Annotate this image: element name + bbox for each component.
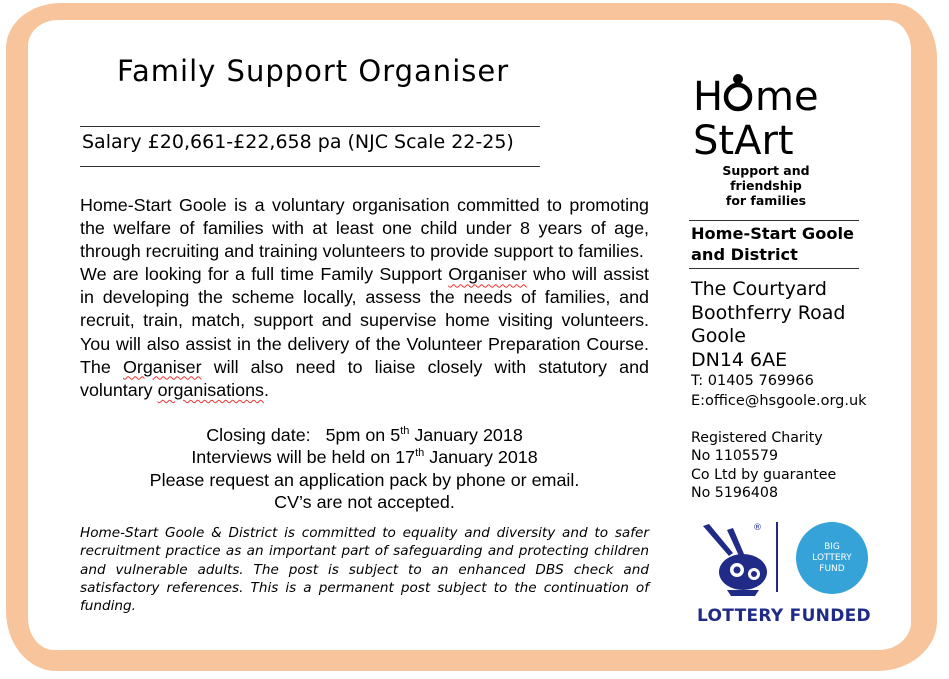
svg-text:H: H [693,74,724,120]
closing-date: Closing date: 5pm on 5th January 2018 [206,425,523,445]
svg-text:FUND: FUND [819,564,845,574]
home-start-logo [693,70,839,160]
postal-address [691,278,845,372]
job-description [80,194,649,402]
org-bottom-rule [689,268,859,269]
cv-notice: CV’s are not accepted. [274,491,455,512]
salary-bottom-rule [80,166,540,167]
org-name: Home-Start Goole and District [691,224,854,264]
job-title: Family Support Organiser [117,54,510,88]
lottery-logos [697,520,877,604]
address-line: DN14 6AE [691,348,788,371]
salary-line: Salary £20,661-£22,658 pa (NJC Scale 22-25) [82,131,514,153]
description-paragraph-2: We are looking for a full time Family Support Organiser who will assist in developing the scheme locally, assess the needs of families, and recruit, train, match, support and supervise home visiting volunteers. You will also assist in the delivery of the Volunteer Preparation Course. The Organiser will also need to liaise closely with statutory and voluntary organisations. [80,264,649,400]
crossed-fingers-icon [703,524,767,596]
interview-date: Interviews will be held on 17th January 2018 [191,447,538,468]
application-details [80,424,649,513]
equality-statement: Home-Start Goole & District is committed to equality and diversity and to safer recruitment practice as an important part of safeguarding and protecting children and vulnerable adults. The post is subject to an enhanced DBS check and satisfactory references. This is a permanent post subject to the continuation of funding. [80,525,649,615]
svg-text:StArt: StArt [693,118,794,160]
svg-text:BIG: BIG [824,542,840,552]
lottery-funded-label: LOTTERY FUNDED [697,606,871,626]
description-paragraph-1: Home-Start Goole is a voluntary organisation committed to promoting the welfare of families with at least one child under 8 years of age, through recruiting and training volunteers to provide support to families. [80,195,649,262]
logo-tagline: Support and friendship for families [722,163,810,208]
salary-top-rule [80,126,540,127]
email-address: E:office@hsgoole.org.uk [691,392,867,409]
svg-text:me: me [755,74,819,120]
charity-info: Registered Charity No 1105579 Co Ltd by guarantee No 5196408 [691,430,837,501]
address-line: Goole [691,325,746,347]
svg-text:LOTTERY: LOTTERY [812,553,852,563]
contact-details [691,372,867,411]
svg-text:®: ® [753,523,762,533]
request-instructions: Please request an application pack by phone or email. [149,469,580,490]
phone-number: T: 01405 769966 [691,373,814,389]
address-line: Boothferry Road [691,301,846,324]
org-top-rule [689,220,859,221]
address-line: The Courtyard [691,278,827,300]
